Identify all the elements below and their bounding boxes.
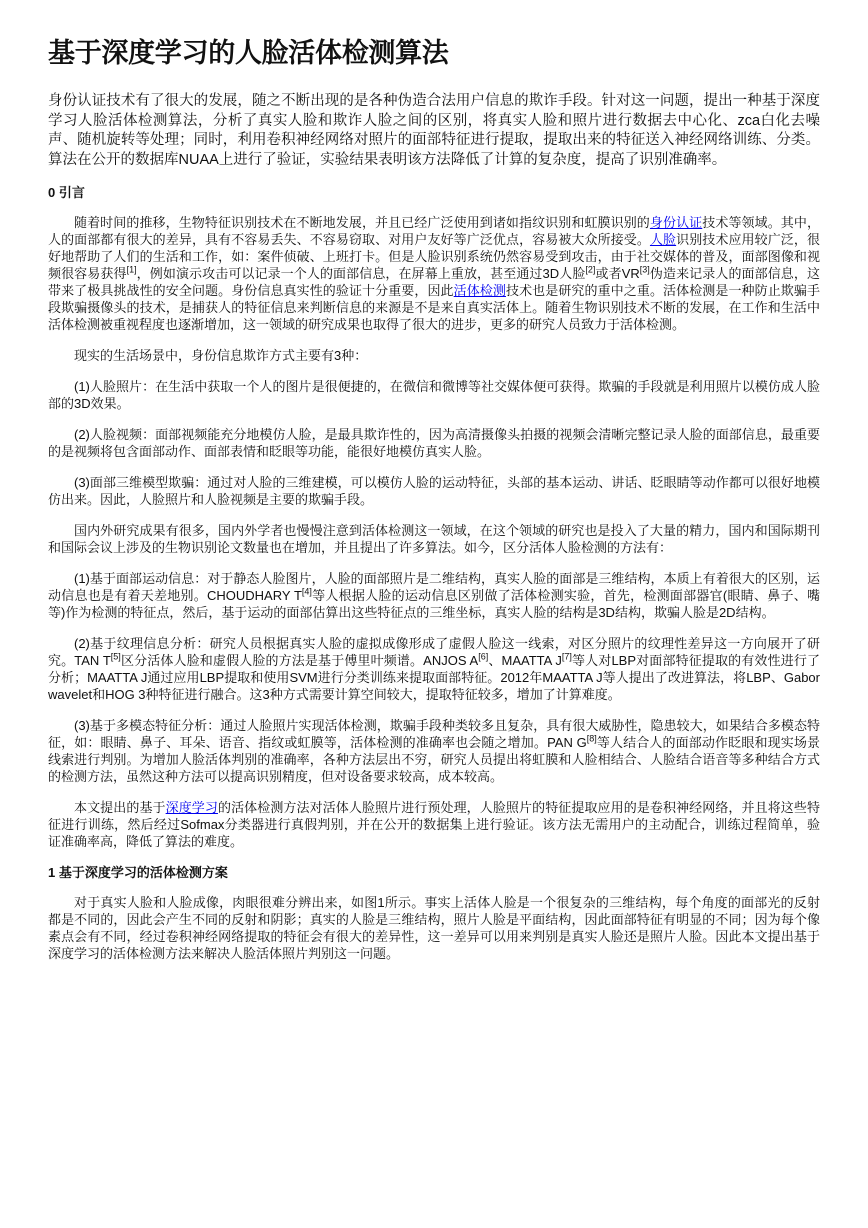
- text-run: 技术也是研究的重中之重。活体检测是一种防止欺骗手段欺骗摄像头的技术，是捕获人的特征信息来判断信息的来源是不是来自真实活体上。随着生物识别技术不断的发展，在工作和生活中活体检测被重视程度也逐渐增加，这一领域的研究成果也取得了很大的进步，更多的研究人员致力于活体检测。: [48, 283, 820, 332]
- deep-learning-link[interactable]: 深度学习: [165, 800, 218, 815]
- text-run: 伪造来记录人的面部信息，这带来了极具挑战性的安全问题。身份信息真实性的验证十分重要，因此: [48, 266, 820, 298]
- identity-auth-link[interactable]: 身份认证: [649, 215, 703, 230]
- text-run: 等人对LBP对面部特征提取的有效性进行了分析；MAATTA J通过应用LBP提取和使用SVM进行分类训练来提取面部特征。2012年MAATTA J等人提出了改进算法，将LBP、Gabor wavelet和HOG 3种特征进行融合。这3种方式需要计算空间较大，提取特征较多，增加了计算难度。: [48, 653, 820, 702]
- text-run: 随着时间的推移，生物特征识别技术在不断地发展，并且已经广泛使用到诸如指纹识别和虹膜识别的: [74, 215, 650, 230]
- reference-3: [3]: [639, 264, 650, 275]
- reference-2: [2]: [585, 264, 596, 275]
- intro-paragraph-7: [48, 570, 820, 621]
- text-run: (3)基于多模态特征分析：通过人脸照片实现活体检测，欺骗手段种类较多且复杂，具有很大威胁性，隐患较大，如果结合多模态特征，如：眼睛、鼻子、耳朵、语音、指纹或虹膜等，活体检测的准确率也会随之增加。PAN G: [48, 718, 820, 750]
- face-link[interactable]: 人脸: [649, 232, 677, 247]
- text-run: 技术等领域。其中，人的面部都有很大的差异，具有不容易丢失、不容易窃取、对用户友好等广泛优点，容易被大众所接受。: [48, 215, 820, 247]
- text-run: 的活体检测方法对活体人脸照片进行预处理，人脸照片的特征提取应用的是卷积神经网络，并且将这些特征进行训练，然后经过Sofmax分类器进行真假判别，并在公开的数据集上进行验证。该方法无需用户的主动配合，训练过程简单，验证准确率高，降低了算法的难度。: [48, 800, 820, 849]
- intro-paragraph-4: (2)人脸视频：面部视频能充分地模仿人脸，是最具欺诈性的，因为高清摄像头拍摄的视频会清晰完整记录人脸的面部信息，最重要的是视频将包含面部动作、面部表情和眨眼等功能，能很好地模仿真实人脸。: [48, 427, 820, 459]
- intro-paragraph-6: 国内外研究成果有很多，国内外学者也慢慢注意到活体检测这一领域，在这个领域的研究也是投入了大量的精力，国内和国际期刊和国际会议上涉及的生物识别论文数量也在增加，并且提出了许多算法。如今，区分活体人脸检测的方法有：: [48, 523, 820, 555]
- article-title: 基于深度学习的人脸活体检测算法: [48, 38, 449, 68]
- text-run: 等人根据人脸的运动信息区别做了活体检测实验，首先，检测面部器官(眼睛、鼻子、嘴等)作为检测的特征点，然后，基于运动的面部估算出这些特征点的三维坐标，真实人脸的结构是3D结构，欺骗人脸是2D结构。: [48, 588, 820, 620]
- intro-paragraph-8: [48, 635, 820, 703]
- text-run: 、MAATTA J: [488, 653, 562, 668]
- section-1-paragraph-1: 对于真实人脸和人脸成像，肉眼很难分辨出来，如图1所示。事实上活体人脸是一个很复杂的三维结构，每个角度的面部光的反射都是不同的，因此会产生不同的反射和阴影；真实的人脸是三维结构，照片人脸是平面结构，因此面部特征有明显的不同；因为每个像素点会有不同，经过卷积神经网络提取的特征会有很大的差异性，这一差异可以用来判别是真实人脸还是照片人脸。因此本文提出基于深度学习的活体检测方法来解决人脸活体照片判别这一问题。: [48, 895, 820, 961]
- intro-paragraph-2: 现实的生活场景中，身份信息欺诈方式主要有3种：: [74, 348, 368, 363]
- reference-8: [8]: [586, 733, 597, 744]
- section-0-heading: 0 引言: [48, 185, 85, 200]
- section-1-heading: 1 基于深度学习的活体检测方案: [48, 865, 228, 880]
- text-run: ，例如演示攻击可以记录一个人的面部信息，在屏幕上重放，甚至通过3D人脸: [136, 266, 586, 281]
- reference-4: [4]: [301, 586, 312, 597]
- reference-1: [1]: [126, 264, 137, 275]
- liveness-detection-link[interactable]: 活体检测: [453, 283, 506, 298]
- text-run: 等人结合人的面部动作眨眼和现实场景线索进行判别。为增加人脸活体判别的准确率，各种方法层出不穷，研究人员提出将虹膜和人脸相结合、人脸结合语音等多种结合方式的检测方法，虽然这种方法可以提高识别精度，但对设备要求较高，成本较高。: [48, 735, 820, 784]
- reference-5: [5]: [110, 651, 121, 662]
- intro-paragraph-5: (3)面部三维模型欺骗：通过对人脸的三维建模，可以模仿人脸的运动特征，头部的基本运动、讲话、眨眼睛等动作都可以很好地模仿出来。因此，人脸照片和人脸视频是主要的欺骗手段。: [48, 475, 820, 507]
- text-run: 本文提出的基于: [74, 800, 166, 815]
- intro-paragraph-3: (1)人脸照片：在生活中获取一个人的图片是很便捷的，在微信和微博等社交媒体便可获得。欺骗的手段就是利用照片以模仿成人脸部的3D效果。: [48, 379, 820, 411]
- intro-paragraph-10: [48, 799, 820, 850]
- text-run: 区分活体人脸和虚假人脸的方法是基于傅里叶频谱。ANJOS A: [120, 653, 479, 668]
- abstract: 身份认证技术有了很大的发展，随之不断出现的是各种伪造合法用户信息的欺诈手段。针对这一问题，提出一种基于深度学习人脸活体检测算法，分析了真实人脸和欺诈人脸之间的区别，将真实人脸和照片进行数据去中心化、zca白化去噪声、随机旋转等处理；同时，利用卷积神经网络对照片的面部特征进行提取，提取出来的特征送入神经网络训练、分类。算法在公开的数据库NUAA上进行了验证，实验结果表明该方法降低了计算的复杂度，提高了识别准确率。: [48, 93, 820, 168]
- reference-7: [7]: [561, 651, 572, 662]
- text-run: 识别技术应用较广泛，很好地帮助了人们的生活和工作，如：案件侦破、上班打卡。但是人脸识别系统仍然容易受到攻击，由于社交媒体的普及，面部图像和视频很容易获得: [48, 232, 820, 281]
- reference-6: [6]: [478, 651, 489, 662]
- text-run: 或者VR: [595, 266, 640, 281]
- intro-paragraph-9: [48, 717, 820, 785]
- intro-paragraph-1: [48, 214, 820, 333]
- text-run: (2)基于纹理信息分析：研究人员根据真实人脸的虚拟成像形成了虚假人脸这一线索，对区分照片的纹理性差异这一方向展开了研究。TAN T: [48, 636, 820, 668]
- text-run: (1)基于面部运动信息：对于静态人脸图片，人脸的面部照片是二维结构，真实人脸的面部是三维结构，本质上有着很大的区别，运动信息也是有着天差地别。CHOUDHARY T: [48, 571, 820, 603]
